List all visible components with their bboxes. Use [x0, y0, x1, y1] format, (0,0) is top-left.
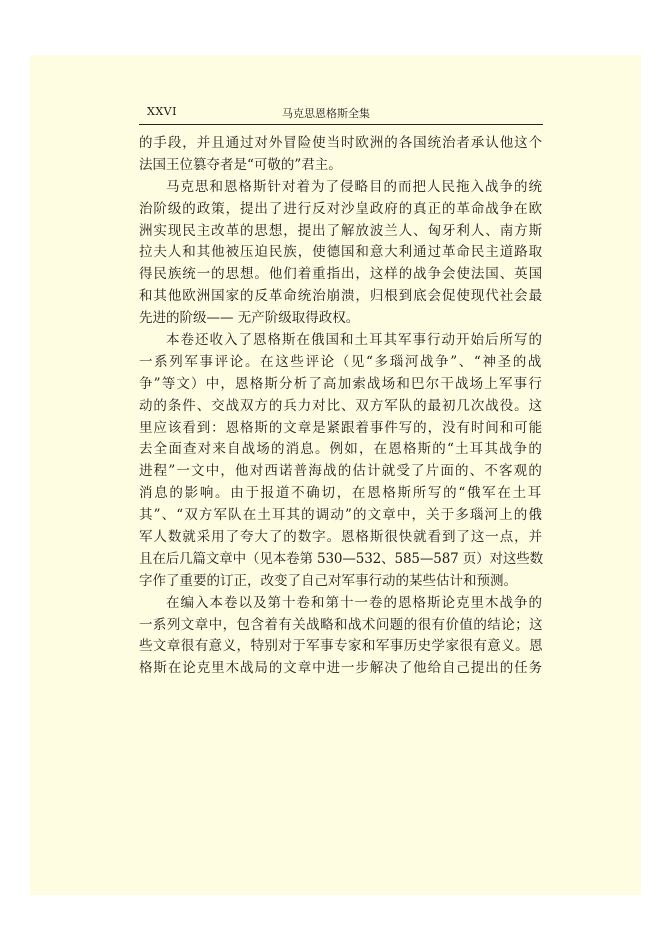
page-number: XXVI — [147, 105, 177, 118]
text-line: 字作了重要的订正，改变了自己对军事行动的某些估计和预测。 — [139, 572, 517, 589]
text-line: 其”、“双方军队在土耳其的调动”的文章中，关于多瑙河上的俄 — [139, 507, 543, 524]
text-line: 法国王位篡夺者是“可敬的”君主。 — [139, 156, 342, 173]
book-title: 马克思恩格斯全集 — [282, 107, 370, 120]
header-rule — [139, 124, 543, 125]
text-line: 一系列军事评论。在这些评论（见“多瑙河战争”、“神圣的战 — [139, 353, 543, 370]
text-line: 的手段，并且通过对外冒险使当时欧洲的各国统治者承认他这个 — [139, 135, 543, 151]
text-line: 拉夫人和其他被压迫民族，使德国和意大利通过革命民主道路取 — [139, 244, 543, 261]
text-line: 先进的阶级—— 无产阶级取得政权。 — [139, 310, 360, 327]
paragraph-start-line: 马克思和恩格斯针对着为了侵略目的而把人民拖入战争的统 — [166, 178, 543, 195]
text-line: 和其他欧洲国家的反革命统治崩溃，归根到底会促使现代社会最 — [139, 288, 543, 305]
text-line: 格斯在论克里木战局的文章中进一步解决了他给自己提出的任务 — [139, 660, 543, 677]
running-head — [109, 104, 543, 120]
text-line: 洲实现民主改革的思想，提出了解放波兰人、匈牙利人、南方斯 — [139, 222, 543, 239]
text-line: 且在后几篇文章中（见本卷第 530—532、585—587 页）对这些数 — [139, 550, 543, 567]
paragraph-start-line: 本卷还收入了恩格斯在俄国和土耳其军事行动开始后所写的 — [166, 332, 543, 349]
text-line: 一系列文章中，包含着有关战略和战术问题的很有价值的结论；这 — [139, 616, 543, 633]
text-line: 动的条件、交战双方的兵力对比、双方军队的最初几次战役。这 — [139, 397, 543, 414]
text-line: 去全面查对来自战场的消息。例如，在恩格斯的“土耳其战争的 — [139, 441, 543, 458]
text-line: 军人数就采用了夸大了的数字。恩格斯很快就看到了这一点，并 — [139, 529, 543, 546]
text-line: 得民族统一的思想。他们着重指出，这样的战争会使法国、英国 — [139, 266, 543, 283]
text-line: 里应该看到：恩格斯的文章是紧跟着事件写的，没有时间和可能 — [139, 419, 543, 436]
text-line: 争”等文）中，恩格斯分析了高加索战场和巴尔干战场上军事行 — [139, 375, 543, 392]
text-line: 治阶级的政策，提出了进行反对沙皇政府的真正的革命战争在欧 — [139, 200, 543, 217]
text-line: 些文章很有意义，特别对于军事专家和军事历史学家很有意义。恩 — [139, 638, 543, 655]
paragraph-start-line: 在编入本卷以及第十卷和第十一卷的恩格斯论克里木战争的 — [166, 594, 543, 611]
body-text — [139, 133, 543, 680]
text-line: 进程”一文中，他对西诺普海战的估计就受了片面的、不客观的 — [139, 463, 543, 480]
text-line: 消息的影响。由于报道不确切，在恩格斯所写的“俄军在土耳 — [139, 485, 543, 502]
